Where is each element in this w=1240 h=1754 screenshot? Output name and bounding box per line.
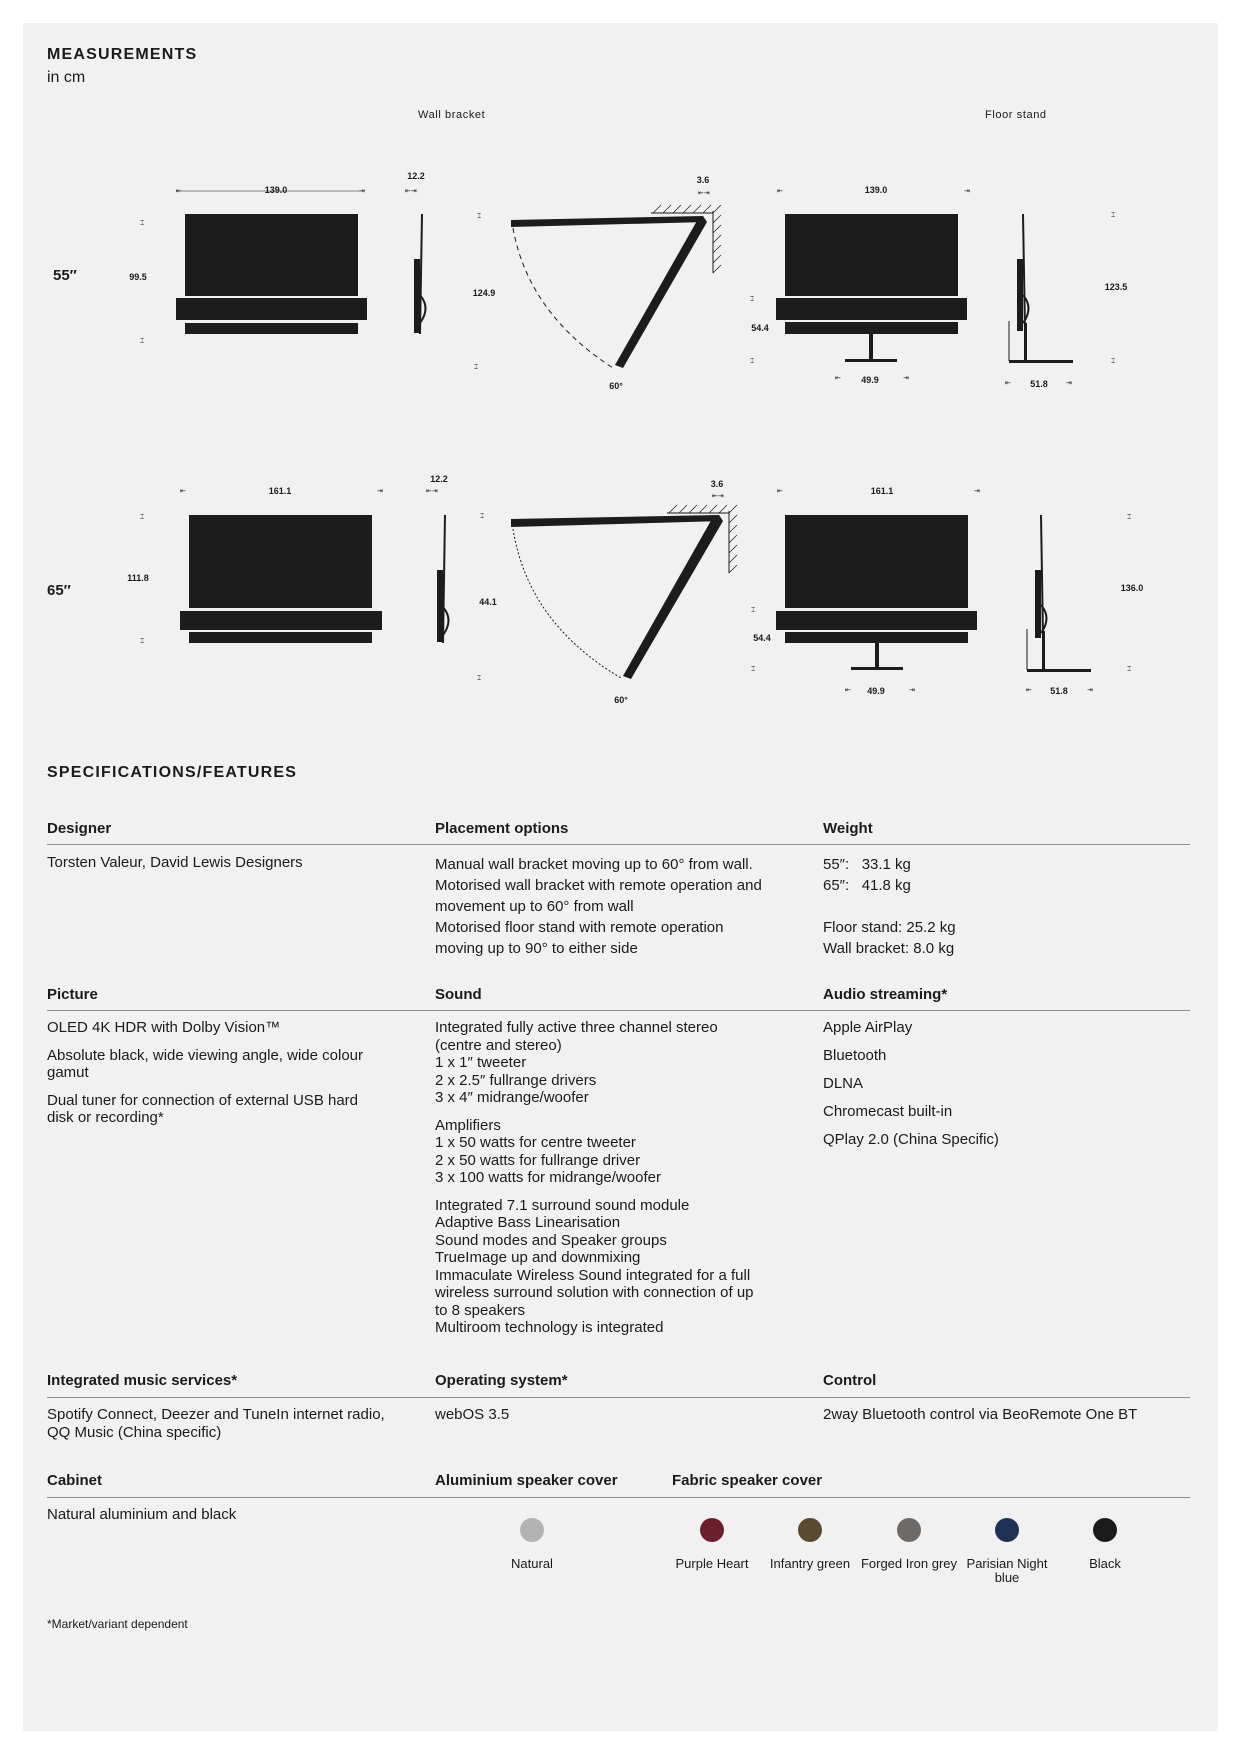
svg-text:⇤: ⇤ — [1026, 687, 1032, 694]
footnote: *Market/variant dependent — [47, 1617, 188, 1631]
svg-text:⇤⇥: ⇤⇥ — [698, 190, 710, 197]
dim-bracket-depth-55: 3.6 — [696, 175, 710, 185]
svg-text:⌶: ⌶ — [474, 364, 479, 371]
swatch-natural — [520, 1518, 544, 1542]
floor-stand-label: Floor stand — [985, 109, 1047, 121]
svg-text:⇤⇥: ⇤⇥ — [712, 493, 724, 500]
swatch-label-black: Black — [1089, 1556, 1121, 1571]
designer-text: Torsten Valeur, David Lewis Designers — [47, 854, 303, 871]
svg-text:⌶: ⌶ — [1111, 212, 1116, 219]
svg-text:⇥: ⇥ — [974, 488, 980, 495]
placement-text: Manual wall bracket moving up to 60° from wall. Motorised wall bracket with remote operation and movement up to 60° from wall Motorised floor stand with remote operation moving up to 90° to either side — [435, 856, 762, 957]
dim-fs-foot-55: 49.9 — [861, 375, 879, 385]
svg-text:⇤: ⇤ — [845, 687, 851, 694]
swatch-label-forged-iron-grey: Forged Iron grey — [860, 1556, 958, 1571]
dim-fs-depth-65: 51.8 — [1050, 686, 1068, 696]
swatch-infantry-green — [798, 1518, 822, 1542]
dim-fs-total-height-65: 136.0 — [1120, 583, 1144, 593]
dim-height-65: 111.8 — [127, 573, 149, 583]
dim-angle-55: 60° — [609, 381, 623, 391]
svg-text:⇤⇥: ⇤⇥ — [426, 488, 438, 495]
svg-text:⌶: ⌶ — [750, 358, 755, 365]
svg-text:⌶: ⌶ — [751, 607, 756, 614]
control-text: 2way Bluetooth control via BeoRemote One BT — [823, 1406, 1138, 1423]
weight-text: 55″: 33.1 kg 65″: 41.8 kg Floor stand: 25.2 kg Wall bracket: 8.0 kg — [823, 856, 956, 957]
fabric-cover-heading: Fabric speaker cover — [672, 1472, 823, 1489]
os-heading: Operating system* — [435, 1372, 568, 1389]
measurements-title: MEASUREMENTS — [47, 46, 198, 63]
svg-text:⇥: ⇥ — [964, 188, 970, 195]
dim-fs-width-55: 139.0 — [864, 185, 888, 195]
dim-fs-total-height-55: 123.5 — [1104, 282, 1128, 292]
divider — [47, 1010, 1190, 1011]
svg-text:⇥: ⇥ — [1087, 687, 1093, 694]
dim-height-55: 99.5 — [129, 272, 147, 282]
svg-text:⇤: ⇤ — [835, 375, 841, 382]
dim-bracket-height-55: 124.9 — [472, 288, 496, 298]
dim-bracket-height-65: 44.1 — [479, 597, 497, 607]
svg-text:⌶: ⌶ — [140, 514, 145, 521]
os-text: webOS 3.5 — [435, 1406, 510, 1423]
dim-fs-base-height-65: 54.4 — [753, 633, 771, 643]
svg-text:⌶: ⌶ — [1127, 666, 1132, 673]
svg-text:⇥: ⇥ — [909, 687, 915, 694]
music-services-text: Spotify Connect, Deezer and TuneIn internet radio, QQ Music (China specific) — [47, 1406, 385, 1441]
control-heading: Control — [823, 1372, 877, 1389]
swatch-forged-iron-grey — [897, 1518, 921, 1542]
svg-text:⇥: ⇥ — [359, 188, 365, 195]
svg-text:⌶: ⌶ — [140, 638, 145, 645]
svg-text:⇥: ⇥ — [903, 375, 909, 382]
svg-text:⇤: ⇤ — [180, 488, 186, 495]
sound-heading: Sound — [435, 986, 482, 1003]
audio-streaming-heading: Audio streaming* — [823, 986, 948, 1003]
svg-text:⌶: ⌶ — [477, 675, 482, 682]
swatch-parisian-night-blue — [995, 1518, 1019, 1542]
svg-text:⌶: ⌶ — [1111, 358, 1116, 365]
dim-bracket-depth-65: 3.6 — [710, 479, 724, 489]
swatch-black — [1093, 1518, 1117, 1542]
picture-text: OLED 4K HDR with Dolby Vision™ Absolute black, wide viewing angle, wide colour gamut Dual tuner for connection of external USB hard disk or recording* — [47, 1019, 364, 1126]
svg-text:⇤: ⇤ — [176, 188, 182, 195]
svg-text:⌶: ⌶ — [140, 220, 145, 227]
size-label-65: 65″ — [47, 582, 71, 599]
placement-heading: Placement options — [435, 820, 569, 837]
svg-text:⌶: ⌶ — [140, 338, 145, 345]
dim-fs-depth-55: 51.8 — [1030, 379, 1048, 389]
dim-fs-width-65: 161.1 — [870, 486, 894, 496]
designer-heading: Designer — [47, 820, 112, 837]
measurements-unit: in cm — [47, 69, 86, 86]
cabinet-heading: Cabinet — [47, 1472, 103, 1489]
svg-text:⇤: ⇤ — [777, 488, 783, 495]
sound-text: Integrated fully active three channel stereo (centre and stereo) 1 x 1″ tweeter 2 x 2.5″ fullrange drivers 3 x 4″ midrange/woofer Amplifiers 1 x 50 watts for centre tweeter 2 x 50 watts for fullrange driver 3 x 100 watts for midrange/woofer Integrated 7.1 surround sound module Adaptive Bass Linearisation Sound modes and Speaker groups TrueImage up and downmixing Immaculate Wireless Sound integrated for a full wireless surround solution with connection of up to 8 speakers Multiroom technology is integrated — [435, 1019, 754, 1336]
audio-streaming-text: Apple AirPlay Bluetooth DLNA Chromecast built-in QPlay 2.0 (China Specific) — [823, 1019, 999, 1148]
swatch-purple-heart — [700, 1518, 724, 1542]
divider — [47, 1397, 1190, 1398]
svg-text:⌶: ⌶ — [480, 513, 485, 520]
size-label-55: 55″ — [53, 267, 77, 284]
spec-sheet-page — [23, 23, 1218, 1731]
svg-text:⇥: ⇥ — [377, 488, 383, 495]
divider — [47, 844, 1190, 845]
svg-text:⇤: ⇤ — [1005, 380, 1011, 387]
svg-text:⇤: ⇤ — [777, 188, 783, 195]
swatch-label-natural: Natural — [511, 1556, 553, 1571]
specs-title: SPECIFICATIONS/FEATURES — [47, 764, 298, 781]
music-services-heading: Integrated music services* — [47, 1372, 238, 1389]
dim-depth-55: 12.2 — [407, 171, 425, 181]
svg-text:⌶: ⌶ — [750, 296, 755, 303]
svg-text:⌶: ⌶ — [477, 213, 482, 220]
dim-width-55: 139.0 — [264, 185, 288, 195]
swatch-label-purple-heart: Purple Heart — [675, 1556, 749, 1571]
dim-fs-base-height-55: 54.4 — [751, 323, 769, 333]
svg-text:⌶: ⌶ — [1127, 514, 1132, 521]
dim-fs-foot-65: 49.9 — [867, 686, 885, 696]
swatch-label-parisian-night-blue: Parisian Night blue — [966, 1556, 1048, 1585]
swatch-label-infantry-green: Infantry green — [769, 1556, 851, 1571]
wall-bracket-label: Wall bracket — [418, 109, 486, 121]
weight-heading: Weight — [823, 820, 873, 837]
divider — [47, 1497, 1190, 1498]
dim-width-65: 161.1 — [268, 486, 292, 496]
cabinet-text: Natural aluminium and black — [47, 1506, 237, 1523]
dim-angle-65: 60° — [614, 695, 628, 705]
svg-text:⇥: ⇥ — [1066, 380, 1072, 387]
svg-text:⌶: ⌶ — [751, 666, 756, 673]
picture-heading: Picture — [47, 986, 98, 1003]
aluminium-cover-heading: Aluminium speaker cover — [435, 1472, 618, 1489]
svg-text:⇤⇥: ⇤⇥ — [405, 188, 417, 195]
dim-depth-65: 12.2 — [430, 474, 448, 484]
